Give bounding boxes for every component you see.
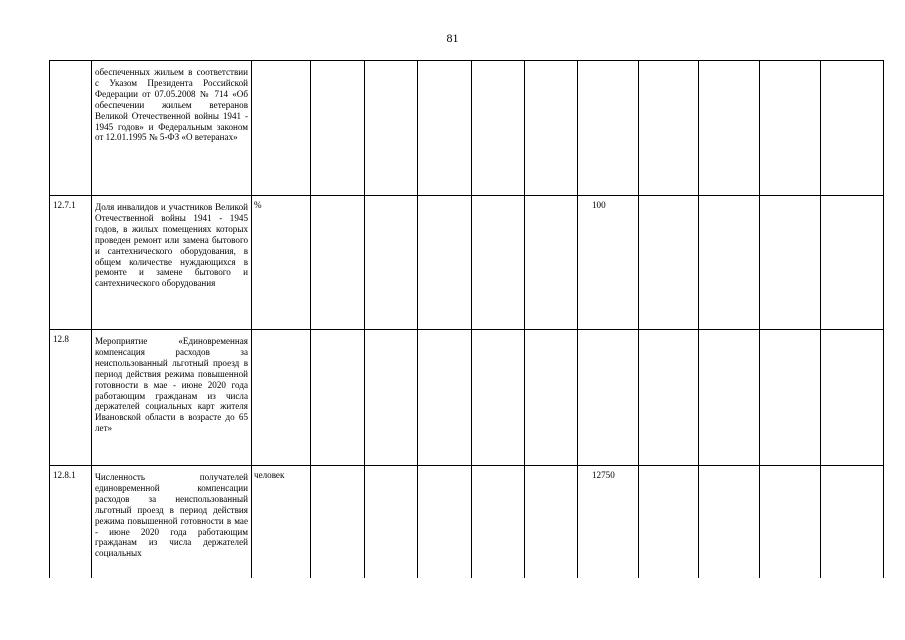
unit-cell: человек	[252, 466, 311, 578]
value-cell	[311, 330, 365, 466]
value-cell	[525, 61, 578, 196]
value-cell	[365, 466, 418, 578]
value-cell	[578, 61, 639, 196]
table-row	[50, 330, 884, 466]
value-cell	[418, 466, 472, 578]
row-number-cell: 12.8.1	[50, 466, 92, 578]
table-row	[50, 466, 884, 578]
value-cell	[418, 330, 472, 466]
value-cell	[699, 196, 760, 330]
value-cell	[525, 330, 578, 466]
value-cell	[578, 330, 639, 466]
value-cell	[821, 466, 884, 578]
value-cell: 100	[578, 196, 639, 330]
value-cell	[418, 61, 472, 196]
description-cell: Численность получателей единовременной компенсации расходов за неиспользованный льготный проезд в период действия режима повышенной готовности в мае - июне 2020 года работающим гражданам из числа держателей социальных	[92, 466, 252, 578]
value-cell: 12750	[578, 466, 639, 578]
row-number-cell	[50, 61, 92, 196]
unit-cell	[252, 61, 311, 196]
value-cell	[365, 61, 418, 196]
value-cell	[525, 466, 578, 578]
value-cell	[760, 466, 821, 578]
value-cell	[472, 466, 525, 578]
row-number-cell: 12.8	[50, 330, 92, 466]
value-cell	[365, 196, 418, 330]
value-cell	[311, 196, 365, 330]
value-cell	[418, 196, 472, 330]
value-cell	[821, 61, 884, 196]
value-cell	[760, 330, 821, 466]
description-cell: Доля инвалидов и участников Великой Отечественной войны 1941 - 1945 годов, в жилых помещениях которых проведен ремонт или замена бытового и сантехнического оборудования, в общем количестве нуждающихся в ремонте и замене бытового и сантехнического оборудования	[92, 196, 252, 330]
value-cell	[639, 196, 699, 330]
table-row	[50, 61, 884, 196]
value-cell	[365, 330, 418, 466]
value-cell	[311, 61, 365, 196]
value-cell	[472, 61, 525, 196]
value-cell	[639, 61, 699, 196]
value-cell	[639, 330, 699, 466]
value-cell	[760, 196, 821, 330]
description-cell: обеспеченных жильем в соответствии с Указом Президента Российской Федерации от 07.05.2008 № 714 «Об обеспечении жильем ветеранов Великой Отечественной войны 1941 - 1945 годов» и Федеральным законом от 12.01.1995 № 5-ФЗ «О ветеранах»	[92, 61, 252, 196]
unit-cell: %	[252, 196, 311, 330]
value-cell	[821, 196, 884, 330]
value-cell	[821, 330, 884, 466]
value-cell	[699, 330, 760, 466]
value-cell	[525, 196, 578, 330]
page-number: 81	[446, 31, 459, 45]
value-cell	[699, 466, 760, 578]
value-cell	[472, 330, 525, 466]
value-cell	[760, 61, 821, 196]
row-number-cell: 12.7.1	[50, 196, 92, 330]
value-cell	[639, 466, 699, 578]
value-cell	[699, 61, 760, 196]
unit-cell	[252, 330, 311, 466]
table-row	[50, 196, 884, 330]
description-cell: Мероприятие «Единовременная компенсация расходов за неиспользованный льготный проезд в период действия режима повышенной готовности в мае - июне 2020 года работающим гражданам из числа держателей социальных карт жителя Ивановской области в возрасте до 65 лет»	[92, 330, 252, 466]
value-cell	[311, 466, 365, 578]
page-bottom-margin	[0, 578, 905, 640]
value-cell	[472, 196, 525, 330]
indicator-table	[49, 60, 884, 578]
